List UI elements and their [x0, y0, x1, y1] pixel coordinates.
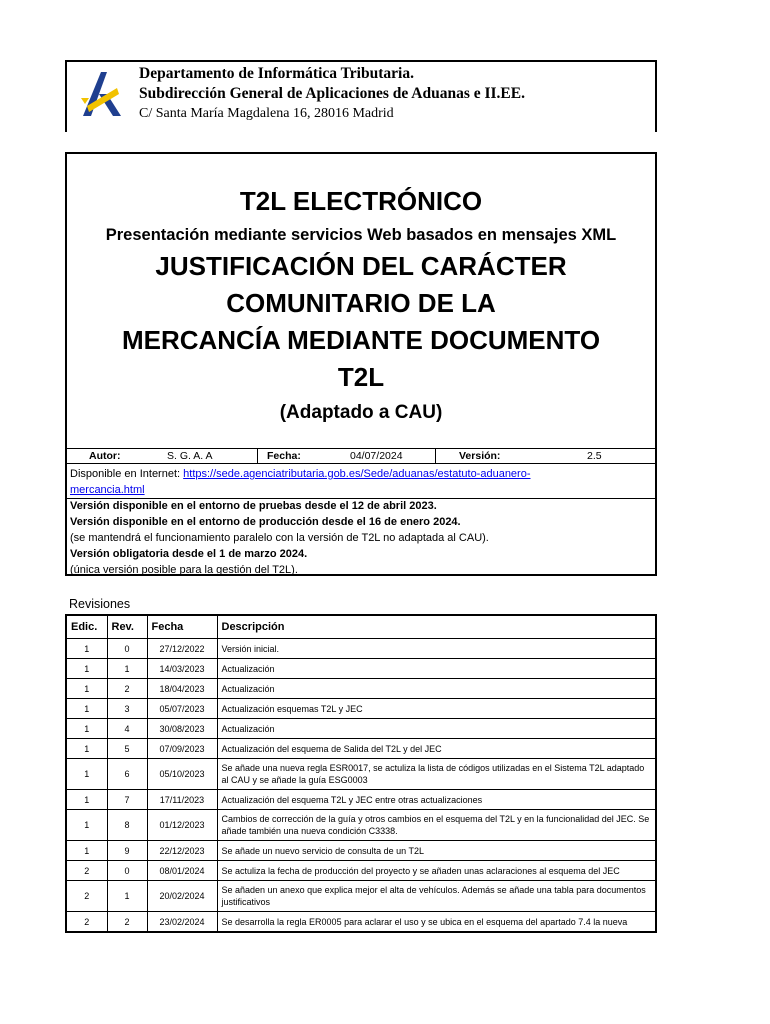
cell-rev: 9 [107, 841, 147, 861]
cell-fecha: 22/12/2023 [147, 841, 217, 861]
cell-desc: Se actuliza la fecha de producción del proyecto y se añaden unas aclaraciones al esquema del JEC [217, 861, 656, 881]
header-block [65, 60, 657, 132]
department-name: Departamento de Informática Tributaria. [139, 65, 414, 82]
table-row [66, 759, 656, 790]
cell-rev: 1 [107, 881, 147, 912]
availability-info [70, 466, 650, 578]
cell-edic: 1 [66, 810, 107, 841]
cell-desc: Actualización [217, 659, 656, 679]
cell-rev: 2 [107, 679, 147, 699]
cell-edic: 1 [66, 759, 107, 790]
cell-desc: Cambios de corrección de la guía y otros cambios en el esquema del T2L y en la funcionalidad del JEC. Se añade también una nueva condición C3338. [217, 810, 656, 841]
col-header-edic: Edic. [66, 615, 107, 639]
cell-rev: 8 [107, 810, 147, 841]
title-box [65, 152, 657, 576]
cell-rev: 0 [107, 639, 147, 659]
cell-fecha: 23/02/2024 [147, 912, 217, 933]
metadata-row [67, 448, 655, 464]
cell-edic: 1 [66, 679, 107, 699]
cell-rev: 0 [107, 861, 147, 881]
cell-edic: 1 [66, 739, 107, 759]
heading-line-3: MERCANCÍA MEDIANTE DOCUMENTO [121, 325, 601, 355]
cell-fecha: 08/01/2024 [147, 861, 217, 881]
prod-env-note: Versión disponible en el entorno de producción desde el 16 de enero 2024. [70, 516, 461, 528]
cell-fecha: 07/09/2023 [147, 739, 217, 759]
parallel-note: (se mantendrá el funcionamiento paralelo con la versión de T2L no adaptada al CAU). [70, 532, 489, 544]
document-title: T2L ELECTRÓNICO [239, 186, 483, 216]
cell-fecha: 14/03/2023 [147, 659, 217, 679]
cell-rev: 1 [107, 659, 147, 679]
revisions-table [65, 614, 657, 933]
table-row [66, 810, 656, 841]
cell-edic: 1 [66, 841, 107, 861]
table-row [66, 861, 656, 881]
revisions-title: Revisiones [69, 597, 131, 611]
author-label: Autor: [89, 450, 121, 462]
cell-edic: 2 [66, 912, 107, 933]
table-row [66, 719, 656, 739]
table-row [66, 790, 656, 810]
cell-rev: 2 [107, 912, 147, 933]
author-value: S. G. A. A [167, 450, 213, 462]
test-env-note: Versión disponible en el entorno de pruebas desde el 12 de abril 2023. [70, 500, 437, 512]
table-row [66, 739, 656, 759]
table-row [66, 659, 656, 679]
version-label: Versión: [459, 450, 501, 462]
cell-desc: Se añaden un anexo que explica mejor el alta de vehículos. Además se añade una tabla para documentos justificativos [217, 881, 656, 912]
adapted-note: (Adaptado a CAU) [279, 402, 443, 423]
header-text [139, 64, 525, 123]
cell-desc: Actualización esquemas T2L y JEC [217, 699, 656, 719]
download-link[interactable]: https://sede.agenciatributaria.gob.es/Sede/aduanas/estatuto-aduanero- [183, 468, 531, 480]
cell-edic: 2 [66, 881, 107, 912]
cell-edic: 1 [66, 719, 107, 739]
cell-rev: 5 [107, 739, 147, 759]
cell-fecha: 17/11/2023 [147, 790, 217, 810]
address: C/ Santa María Magdalena 16, 28016 Madrid [139, 106, 394, 121]
cell-desc: Actualización del esquema de Salida del T2L y del JEC [217, 739, 656, 759]
cell-fecha: 05/10/2023 [147, 759, 217, 790]
cell-edic: 1 [66, 699, 107, 719]
col-header-descripcion: Descripción [217, 615, 656, 639]
cell-fecha: 18/04/2023 [147, 679, 217, 699]
cell-fecha: 01/12/2023 [147, 810, 217, 841]
table-row [66, 699, 656, 719]
table-row [66, 679, 656, 699]
download-link-cont[interactable]: mercancia.html [70, 484, 145, 496]
agency-logo-icon [77, 68, 127, 120]
heading-line-4: T2L [337, 362, 385, 392]
heading-line-2: COMUNITARIO DE LA [226, 288, 496, 318]
col-header-rev: Rev. [107, 615, 147, 639]
cell-edic: 1 [66, 659, 107, 679]
col-header-fecha: Fecha [147, 615, 217, 639]
cell-edic: 1 [66, 639, 107, 659]
document-heading [67, 248, 655, 396]
cell-desc: Actualización [217, 719, 656, 739]
cell-desc: Se añade una nueva regla ESR0017, se actuliza la lista de códigos utilizadas en el Sistema T2L adaptado al CAU y se añade la guía ESG0003 [217, 759, 656, 790]
table-row [66, 881, 656, 912]
cell-fecha: 20/02/2024 [147, 881, 217, 912]
cell-edic: 2 [66, 861, 107, 881]
table-header-row [66, 615, 656, 639]
date-label: Fecha: [267, 450, 301, 462]
cell-desc: Versión inicial. [217, 639, 656, 659]
only-version-note: (única versión posible para la gestión del T2L). [70, 564, 298, 576]
cell-fecha: 05/07/2023 [147, 699, 217, 719]
table-row [66, 841, 656, 861]
document-subtitle: Presentación mediante servicios Web basados en mensajes XML [105, 226, 617, 244]
mandatory-note: Versión obligatoria desde el 1 de marzo 2024. [70, 548, 308, 560]
available-label: Disponible en Internet: [70, 468, 184, 480]
subdirectorate-name: Subdirección General de Aplicaciones de Aduanas e II.EE. [139, 85, 525, 102]
cell-desc: Actualización del esquema T2L y JEC entre otras actualizaciones [217, 790, 656, 810]
cell-desc: Actualización [217, 679, 656, 699]
cell-fecha: 27/12/2022 [147, 639, 217, 659]
cell-desc: Se añade un nuevo servicio de consulta de un T2L [217, 841, 656, 861]
date-value: 04/07/2024 [350, 450, 403, 462]
table-row [66, 639, 656, 659]
cell-rev: 3 [107, 699, 147, 719]
table-row [66, 912, 656, 933]
cell-desc: Se desarrolla la regla ER0005 para aclarar el uso y se ubica en el esquema del apartado 7.4 la nueva [217, 912, 656, 933]
cell-fecha: 30/08/2023 [147, 719, 217, 739]
cell-edic: 1 [66, 790, 107, 810]
cell-rev: 7 [107, 790, 147, 810]
heading-line-1: JUSTIFICACIÓN DEL CARÁCTER [155, 251, 567, 281]
version-value: 2.5 [587, 450, 602, 462]
cell-rev: 6 [107, 759, 147, 790]
cell-rev: 4 [107, 719, 147, 739]
